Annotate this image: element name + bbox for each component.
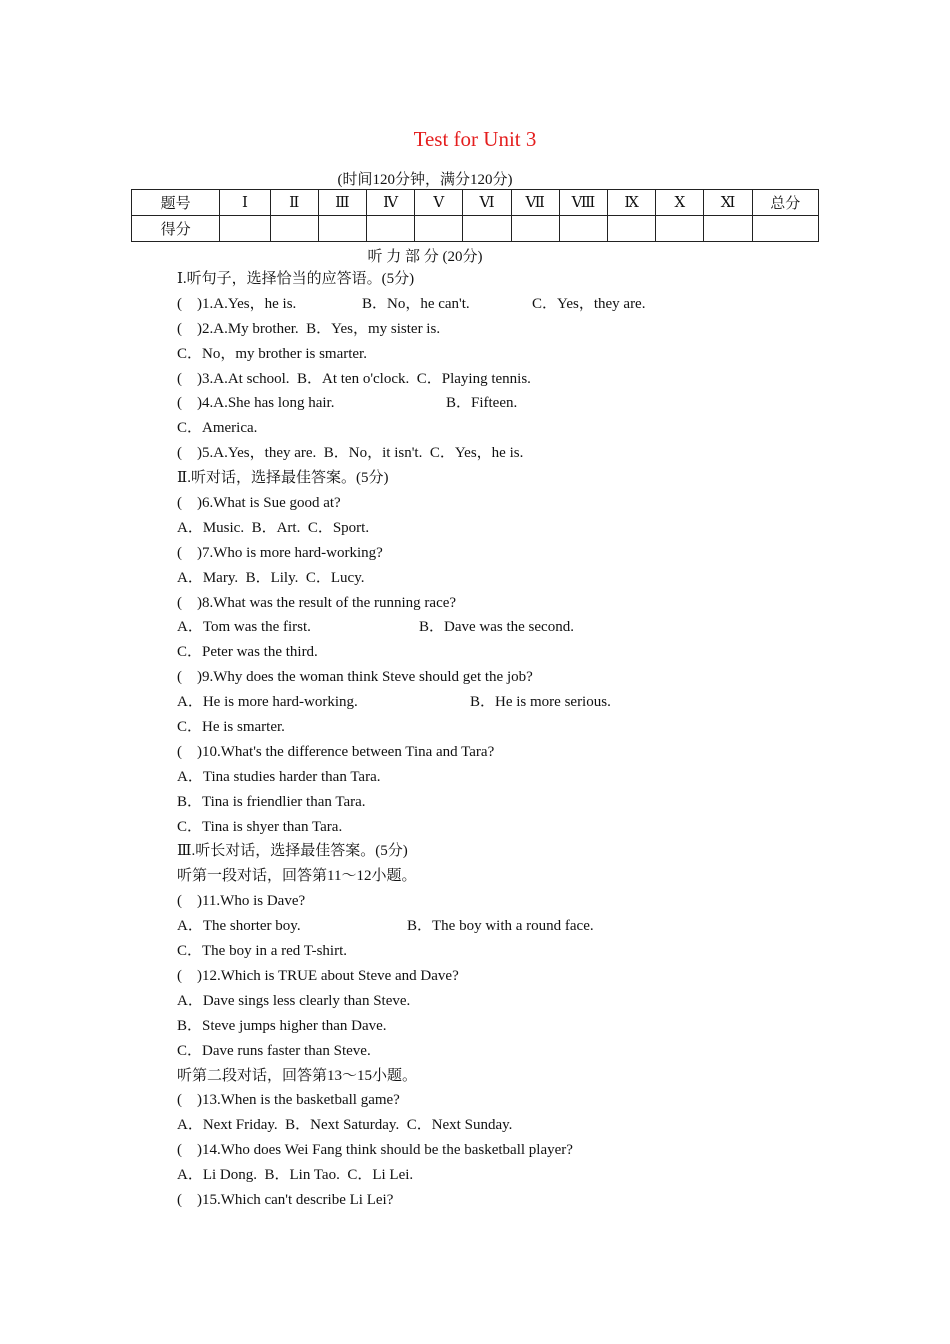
header-cell: Ⅶ bbox=[511, 190, 559, 216]
header-cell: 题号 bbox=[132, 190, 220, 216]
option-line: A．Next Friday. B．Next Saturday. C．Next Sunday. bbox=[177, 1117, 513, 1134]
question-line: ( )3.A.At school. B．At ten o'clock. C．Playing tennis. bbox=[177, 370, 531, 387]
question-line: ( )6.What is Sue good at? bbox=[177, 495, 341, 512]
option-line: C．America. bbox=[177, 420, 258, 437]
question-line: ( )10.What's the difference between Tina and Tara? bbox=[177, 743, 495, 760]
score-cell[interactable] bbox=[559, 216, 607, 242]
header-cell: Ⅺ bbox=[704, 190, 752, 216]
score-cell[interactable] bbox=[752, 216, 818, 242]
section-instruction: Ⅰ.听句子，选择恰当的应答语。(5分) bbox=[177, 271, 415, 287]
option-line: A．Tina studies harder than Tara. bbox=[177, 768, 381, 785]
score-cell[interactable] bbox=[608, 216, 656, 242]
header-cell: Ⅵ bbox=[463, 190, 511, 216]
question-line: ( )12.Which is TRUE about Steve and Dave? bbox=[177, 967, 459, 984]
option-line: A．Music. B．Art. C．Sport. bbox=[177, 519, 370, 536]
question-line: ( )13.When is the basketball game? bbox=[177, 1092, 400, 1109]
option-line: B．Tina is friendlier than Tara. bbox=[177, 793, 366, 810]
option-line: B．Steve jumps higher than Dave. bbox=[177, 1017, 387, 1034]
question-line: ( )5.A.Yes，they are. B．No，it isn't. C．Yes，he is. bbox=[177, 445, 524, 462]
option-line: A．The shorter boy. B．The boy with a round face. bbox=[177, 918, 594, 935]
score-cell[interactable] bbox=[656, 216, 704, 242]
option-line: C．Dave runs faster than Steve. bbox=[177, 1042, 371, 1059]
header-cell: Ⅹ bbox=[656, 190, 704, 216]
section-instruction: Ⅲ.听长对话，选择最佳答案。(5分) bbox=[177, 843, 408, 860]
question-line: ( )14.Who does Wei Fang think should be the basketball player? bbox=[177, 1142, 573, 1159]
row-label: 得分 bbox=[132, 216, 220, 242]
score-cell[interactable] bbox=[463, 216, 511, 242]
sub-instruction: 听第二段对话，回答第13～15小题。 bbox=[177, 1067, 418, 1084]
option-line: A．He is more hard-working. B．He is more serious. bbox=[177, 694, 611, 711]
question-line: ( )15.Which can't describe Li Lei? bbox=[177, 1191, 394, 1208]
question-line: ( )11.Who is Dave? bbox=[177, 893, 306, 910]
header-cell: Ⅸ bbox=[608, 190, 656, 216]
option-line: C．Tina is shyer than Tara. bbox=[177, 818, 343, 835]
section-instruction: Ⅱ.听对话，选择最佳答案。(5分) bbox=[177, 470, 389, 487]
header-cell: Ⅷ bbox=[559, 190, 607, 216]
sub-instruction: 听第一段对话，回答第11～12小题。 bbox=[177, 868, 417, 885]
score-cell[interactable] bbox=[270, 216, 318, 242]
score-table-header-row bbox=[132, 190, 819, 216]
score-cell[interactable] bbox=[367, 216, 415, 242]
question-line: ( )1.A.Yes，he is. B．No，he can't. C．Yes，they are. bbox=[177, 295, 646, 312]
option-line: A．Dave sings less clearly than Steve. bbox=[177, 992, 411, 1009]
header-cell: Ⅰ bbox=[220, 190, 270, 216]
option-line: A．Mary. B．Lily. C．Lucy. bbox=[177, 569, 365, 586]
score-cell[interactable] bbox=[220, 216, 270, 242]
option-line: A．Li Dong. B．Lin Tao. C．Li Lei. bbox=[177, 1167, 414, 1184]
header-cell: Ⅳ bbox=[367, 190, 415, 216]
score-table bbox=[131, 189, 819, 242]
header-cell: Ⅴ bbox=[415, 190, 463, 216]
question-line: ( )7.Who is more hard-working? bbox=[177, 544, 383, 561]
score-cell[interactable] bbox=[318, 216, 366, 242]
score-cell[interactable] bbox=[415, 216, 463, 242]
page-title: Test for Unit 3 bbox=[413, 127, 537, 151]
header-cell: 总分 bbox=[752, 190, 818, 216]
question-line: ( )4.A.She has long hair. B．Fifteen. bbox=[177, 395, 518, 412]
section-heading: 听 力 部 分 (20分) bbox=[367, 249, 483, 265]
question-line: ( )8.What was the result of the running race? bbox=[177, 594, 457, 611]
exam-info: (时间120分钟，满分120分) bbox=[337, 172, 513, 188]
option-line: C．No，my brother is smarter. bbox=[177, 345, 367, 362]
option-line: C．The boy in a red T-shirt. bbox=[177, 943, 347, 960]
header-cell: Ⅲ bbox=[318, 190, 366, 216]
header-cell: Ⅱ bbox=[270, 190, 318, 216]
score-cell[interactable] bbox=[704, 216, 752, 242]
score-cell[interactable] bbox=[511, 216, 559, 242]
option-line: C．He is smarter. bbox=[177, 719, 285, 736]
question-line: ( )2.A.My brother. B．Yes，my sister is. bbox=[177, 320, 441, 337]
question-line: ( )9.Why does the woman think Steve should get the job? bbox=[177, 669, 533, 686]
option-line: C．Peter was the third. bbox=[177, 644, 318, 661]
score-table-score-row bbox=[132, 216, 819, 242]
question-list bbox=[177, 267, 877, 1213]
option-line: A．Tom was the first. B．Dave was the second. bbox=[177, 619, 574, 636]
